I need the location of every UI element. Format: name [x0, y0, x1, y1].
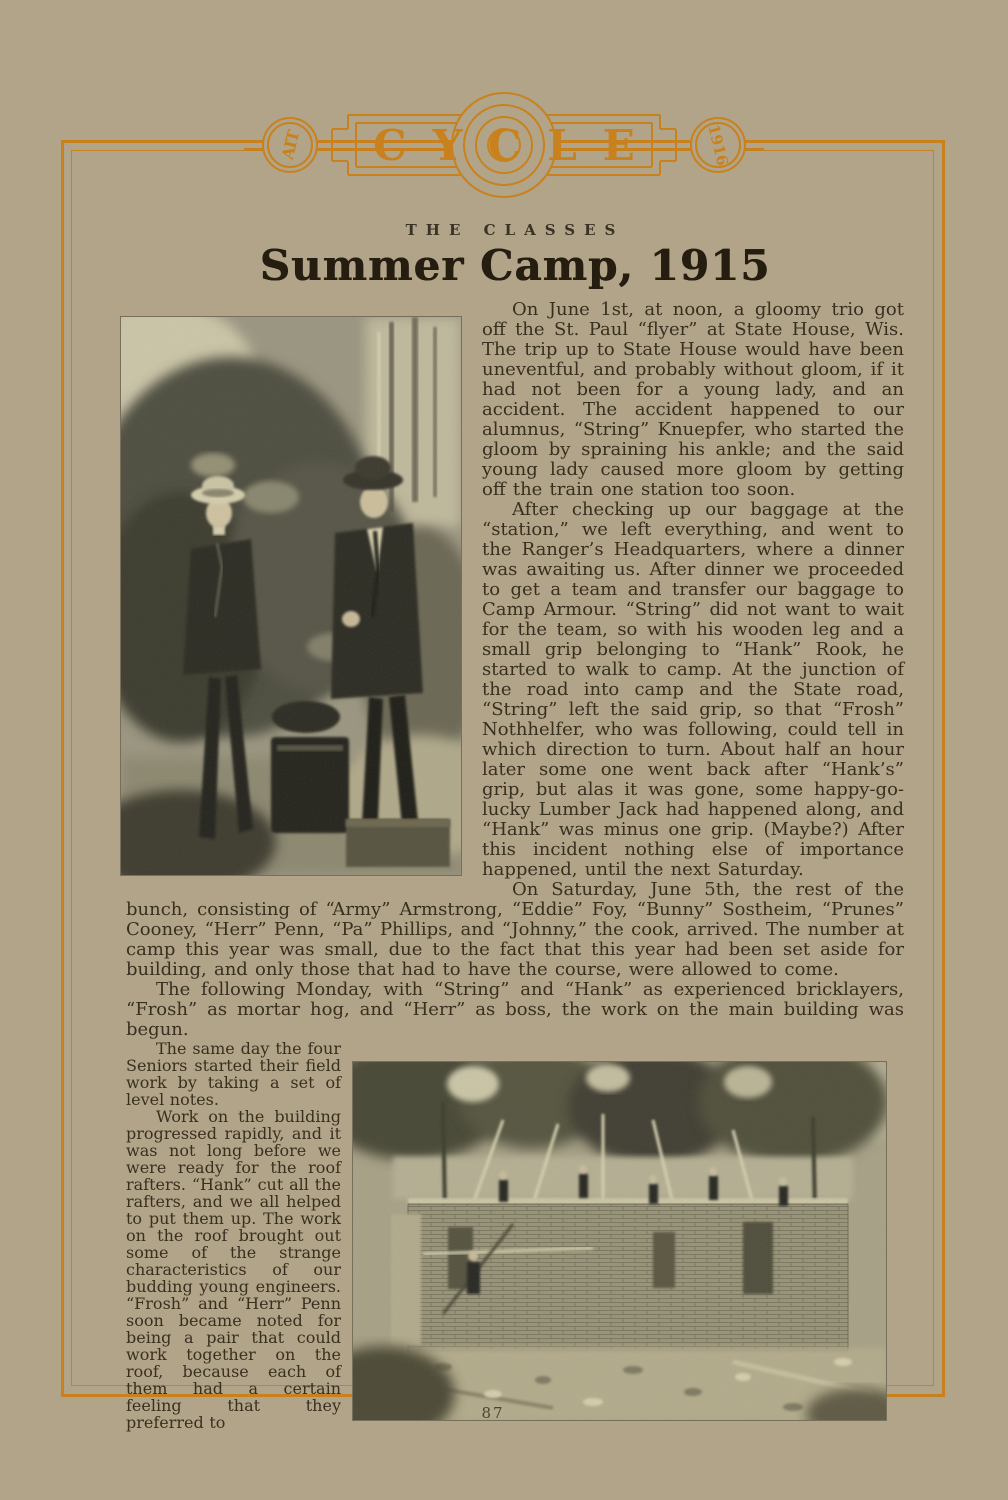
- paragraph-monday: The following Monday, with “String” and “Hank” as experienced bricklayers, “Frosh” as mortar hog, and “Herr” as boss, the work on the main building was begun.: [126, 979, 904, 1040]
- photo-two-men-at-camp: [121, 317, 461, 875]
- paragraph-roof-work: Work on the building progressed rapidly, and it was not long before we were ready for the roof rafters. “Hank” cut all the rafters, and we all helped to put them up. The work on the roof brought out some of the strange characteristics of our budding young engineers. “Frosh” and “Herr” Penn soon became noted for being a pair that could work together on the roof, because each of them had a certain feeling that they preferred to: [126, 1107, 341, 1432]
- ornament-year: 1916: [704, 122, 732, 168]
- paragraph-arrival: On June 1st, at noon, a gloomy trio got off the St. Paul “flyer” at State House, Wis. The trip up to State House would have been uneventful, and probably without gloom, if it had not been for a young lady, and an accident. The accident happened to our alumnus, “String” Knuepfer, who started the gloom by spraining his ankle; and the said young lady caused more gloom by getting off the train one station too soon.: [482, 299, 904, 500]
- page-number: 87: [481, 1404, 505, 1422]
- section-kicker: THE CLASSES: [405, 221, 625, 239]
- photo-building-construction: [353, 1062, 886, 1420]
- article-body: [126, 300, 904, 1431]
- ornament-word-cycle: CYCLE: [373, 121, 661, 170]
- paragraph-seniors: The same day the four Seniors started their field work by taking a set of level notes.: [126, 1039, 341, 1109]
- page-title: Summer Camp, 1915: [259, 241, 771, 290]
- header-ornament: [244, 85, 764, 205]
- building-section: [126, 1040, 904, 1431]
- paragraph-baggage: After checking up our baggage at the “station,” we left everything, and went to the Ranger’s Headquarters, where a dinner was awaiting us. After dinner we proceeded to get a team and transfer our baggage to Camp Armour. “String” did not want to wait for the team, so with his wooden leg and a small grip belonging to “Hank” Rook, he started to walk to camp. At the junction of the road into camp and the State road, “String” left the said grip, so that “Frosh” Nothhelfer, who was following, could tell in which direction to turn. About half an hour later some one went back after “Hank’s” grip, but alas it was gone, some happy-go-lucky Lumber Jack had happened along, and “Hank” was minus one grip. (Maybe?) After this incident nothing else of importance happened, until the next Saturday.: [482, 499, 904, 880]
- paragraph-saturday: On Saturday, June 5th, the rest of the bunch, consisting of “Army” Armstrong, “Eddie” Foy, “Bunny” Sostheim, “Prunes” Cooney, “Herr” Penn, “Pa” Phillips, and “Johnny,” the cook, arrived. The number at camp this year was small, due to the fact that this year had been set aside for building, and only those that had to have the course, were allowed to come.: [126, 879, 904, 980]
- ornament-monogram: AIT: [277, 128, 304, 162]
